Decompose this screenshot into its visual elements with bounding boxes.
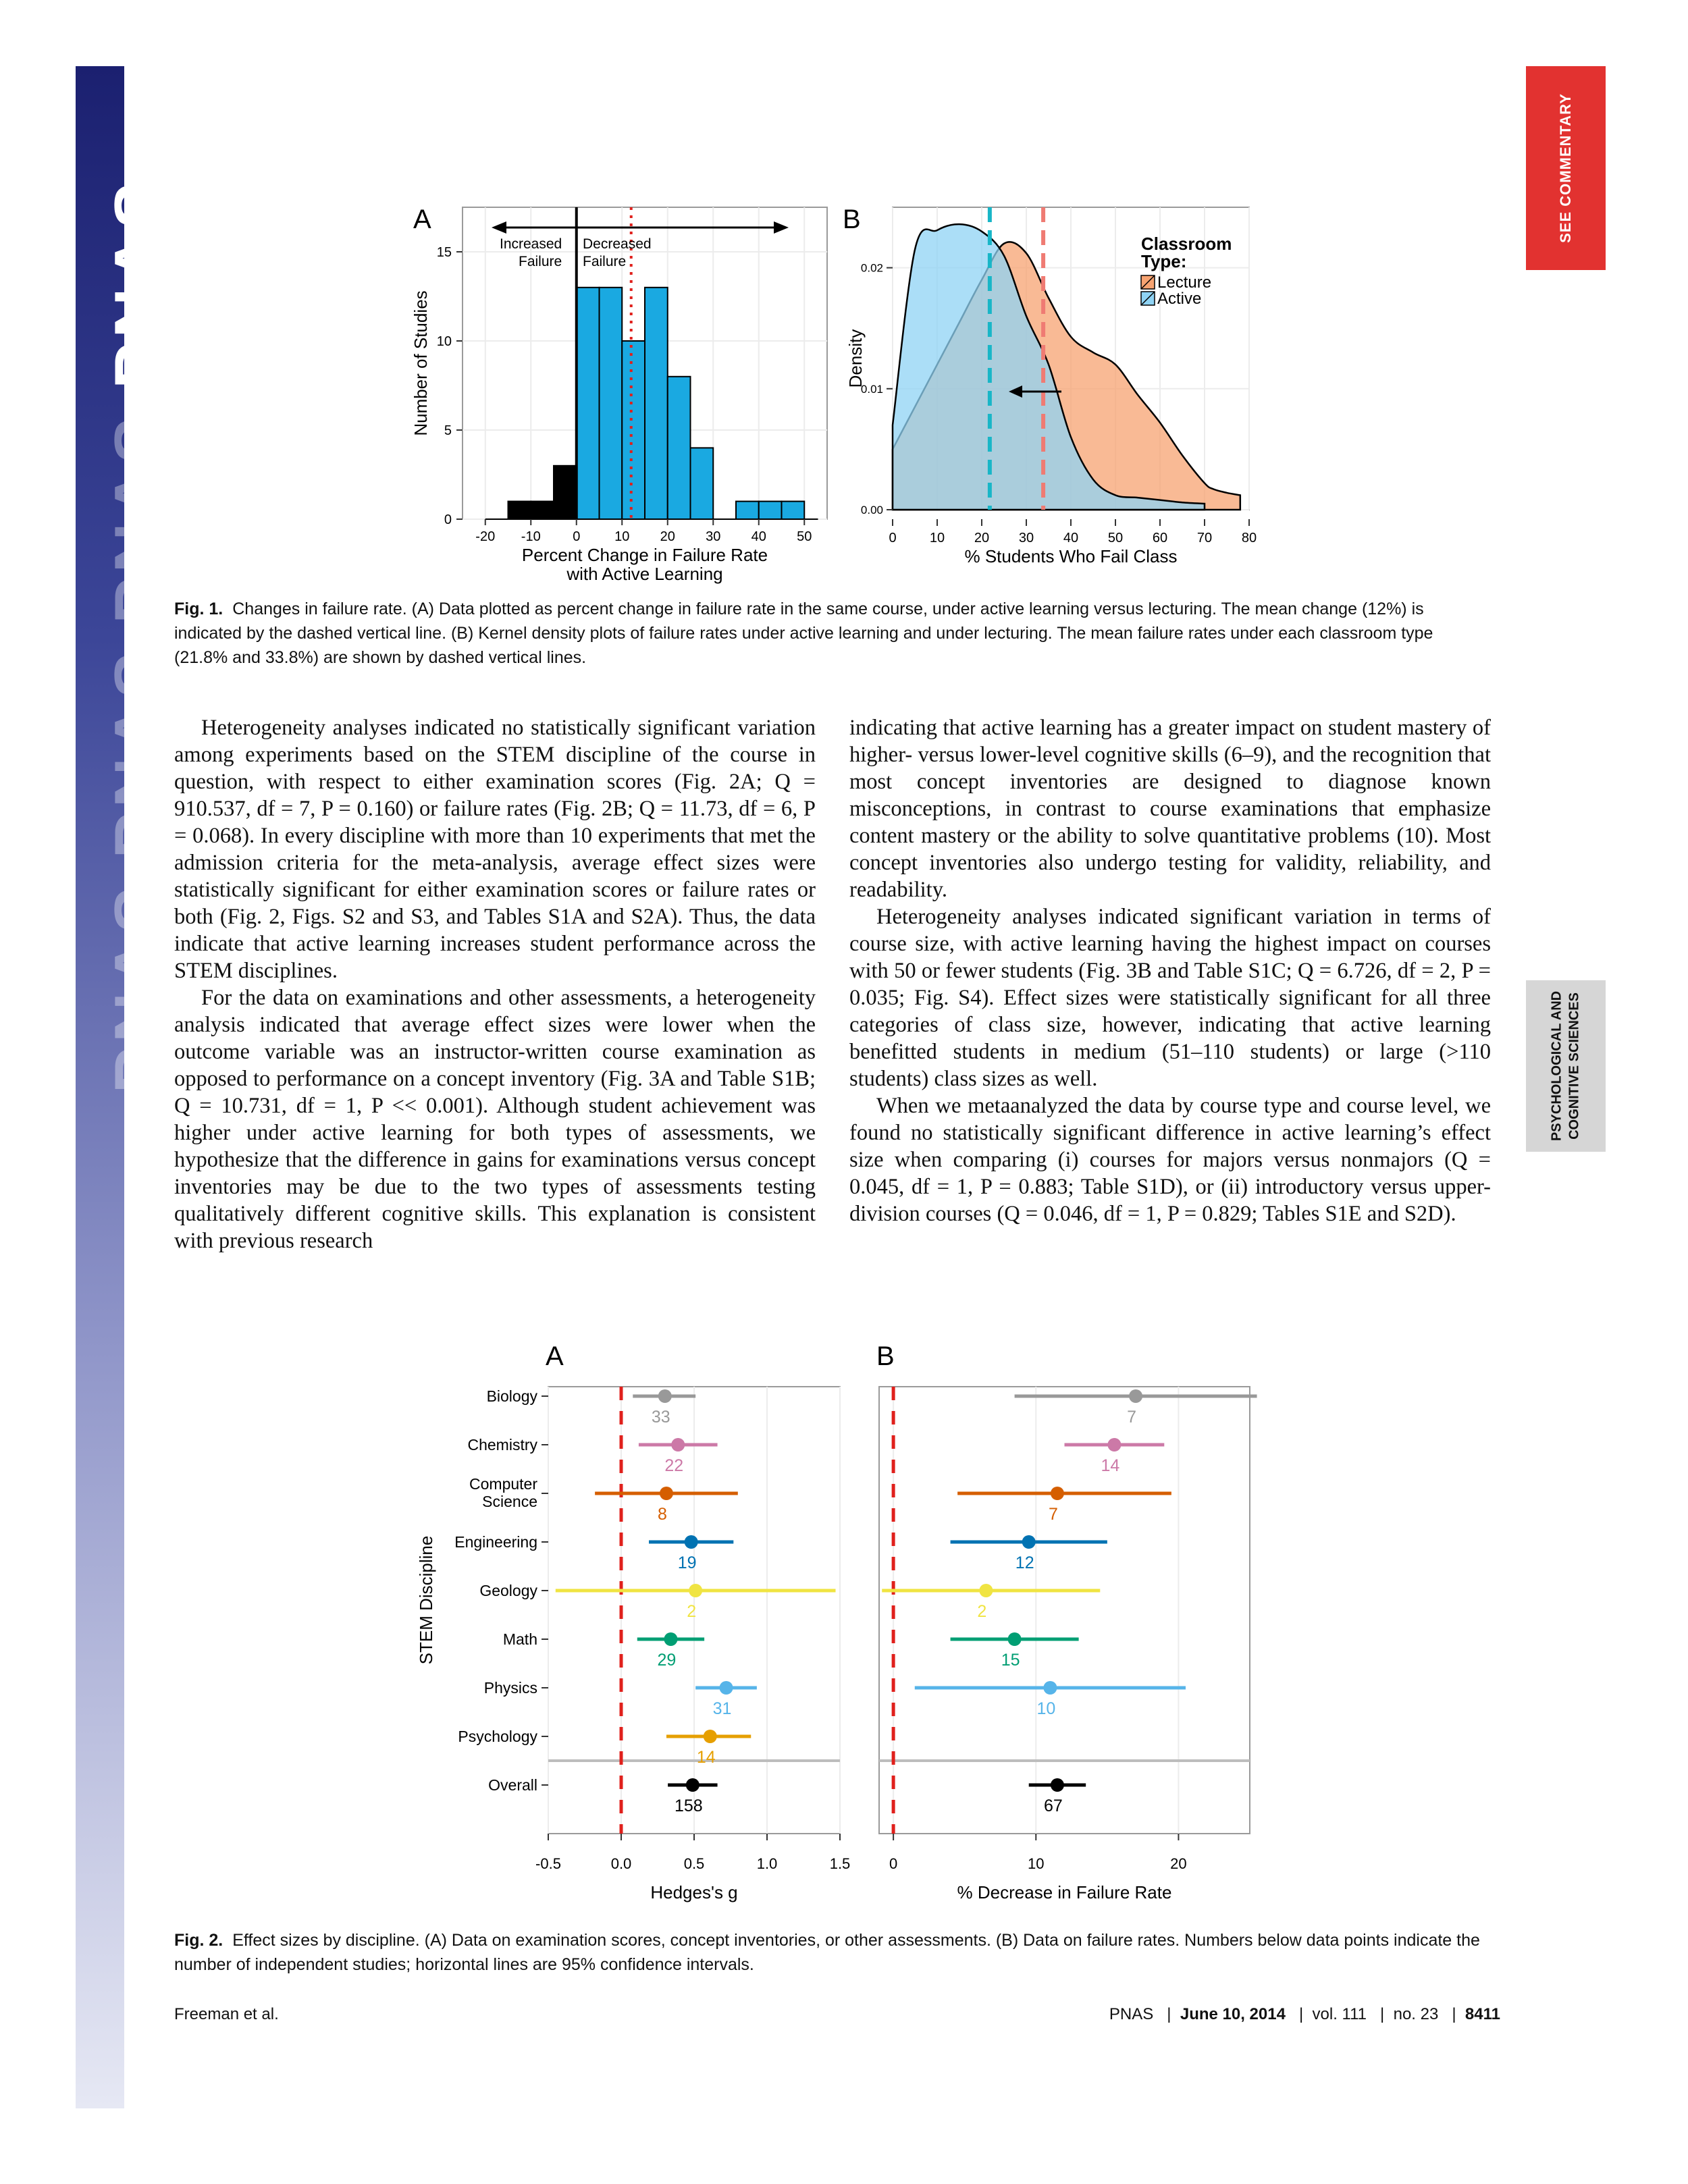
fig2b-point — [979, 1584, 993, 1597]
footer-volume: vol. 111 — [1312, 2005, 1367, 2023]
fig1a-bar — [782, 502, 805, 519]
fig1a-annotation-increased: Increased — [500, 236, 562, 252]
fig2a-axes — [535, 1834, 850, 1902]
fig2b-n-label: 67 — [1044, 1796, 1063, 1815]
fig2-caption-text: Effect sizes by discipline. (A) Data on examination scores, concept inventories, or other assessments. (B) Data on failure rates. Numbers below data points indicate the number of independent studies; horizontal lines are 95% confidence intervals. — [174, 1931, 1480, 1974]
fig1b-legend-label-active: Active — [1157, 290, 1202, 308]
fig1a-bar — [554, 466, 577, 519]
fig2b-n-label: 7 — [1048, 1505, 1058, 1524]
fig1b-x-tick-label: 20 — [974, 531, 990, 545]
fig2-panel-a-label: A — [546, 1341, 564, 1371]
fig1a-y-tick-label: 15 — [436, 245, 452, 260]
fig2b-n-label: 12 — [1015, 1553, 1034, 1572]
fig1b-legend-label-lecture: Lecture — [1157, 273, 1212, 292]
fig1a-bar — [668, 377, 691, 519]
fig2-category-label: Geology — [479, 1582, 537, 1599]
fig2-category-label: Psychology — [458, 1728, 537, 1745]
fig1b-x-tick-label: 70 — [1196, 531, 1213, 545]
fig1a-bar — [736, 502, 759, 519]
fig1a-x-tick-label: -20 — [475, 529, 496, 544]
fig1a-x-tick-label: 0 — [573, 529, 581, 544]
fig2b-axes — [889, 1834, 1187, 1902]
fig2a-point — [720, 1681, 733, 1695]
fig1b-x-axis-title: % Students Who Fail Class — [964, 546, 1178, 566]
fig2b-n-label: 7 — [1127, 1408, 1137, 1427]
body-left-paragraph-1: Heterogeneity analyses indicated no statistically significant variation among experiments based on the STEM discipline of the course in question, with respect to either examination scores (Fig. 2A; Q = 910.537, df = 7, P = 0.160) or failure rates (Fig. 2B; Q = 11.73, df = 6, P = 0.068). In every discipline with more than 10 experiments that met the admission criteria for the meta-analysis, average effect sizes were statistically significant for either examination scores or failure rates or both (Fig. 2, Figs. S2 and S3, and Tables S1A and S2A). Thus, the data indicate that active learning increases student performance across the STEM disciplines. — [174, 716, 816, 983]
fig1a-bar — [645, 288, 668, 519]
footer-date: June 10, 2014 — [1180, 2005, 1286, 2023]
fig2b-n-label: 14 — [1101, 1456, 1120, 1475]
fig2a-n-label: 8 — [658, 1505, 667, 1524]
fig2a-x-tick-label: 0.0 — [610, 1855, 632, 1872]
fig1a-annotation-failure-right: Failure — [583, 254, 627, 269]
fig1a-y-tick-label: 5 — [444, 423, 452, 438]
fig2b-n-label: 2 — [977, 1602, 987, 1621]
fig2-category-label: Computer — [469, 1475, 537, 1493]
fig1b-x-tick-label: 40 — [1063, 531, 1079, 545]
section-label-line1: PSYCHOLOGICAL AND — [1549, 990, 1564, 1142]
fig2-y-axis-title: STEM Discipline — [416, 1535, 436, 1665]
fig2a-n-label: 31 — [712, 1699, 732, 1718]
fig2-category-label: Chemistry — [467, 1436, 537, 1454]
fig2-category-label: Biology — [486, 1387, 537, 1405]
fig1a-x-axis-title-line2: with Active Learning — [566, 564, 723, 584]
fig2a-n-label: 29 — [657, 1651, 677, 1670]
fig2a-n-label: 158 — [674, 1796, 703, 1815]
fig2b-n-label: 10 — [1036, 1699, 1056, 1718]
fig1a-bar — [600, 288, 623, 519]
fig1a-x-tick-label: 30 — [706, 529, 721, 544]
fig1b-y-tick-label: 0.02 — [860, 261, 883, 275]
fig2a-x-tick-label: 0.5 — [683, 1855, 705, 1872]
fig2a-x-tick-label: -0.5 — [535, 1855, 561, 1872]
fig2a-point — [704, 1730, 717, 1743]
fig1a-bar — [577, 288, 600, 519]
fig1b-y-tick-label: 0.00 — [860, 504, 883, 516]
fig1a-y-tick-label: 10 — [436, 334, 452, 349]
fig2a-n-label: 33 — [651, 1408, 670, 1427]
fig1b-x-tick-label: 0 — [889, 531, 897, 545]
fig2a-forest-plot — [535, 1387, 850, 1902]
fig1a-histogram — [411, 207, 827, 584]
fig2a-n-label: 22 — [664, 1456, 684, 1475]
fig1b-x-tick-label: 30 — [1018, 531, 1034, 545]
fig1a-annotation-decreased: Decreased — [583, 236, 652, 252]
fig2a-x-axis-title: Hedges's g — [650, 1882, 738, 1902]
fig2b-point — [1022, 1535, 1036, 1549]
fig2a-n-label: 19 — [677, 1553, 697, 1572]
fig1a-y-tick-label: 0 — [444, 512, 452, 527]
section-label-line2: COGNITIVE SCIENCES — [1566, 992, 1582, 1140]
fig1-panel-b-label: B — [843, 205, 861, 234]
fig1b-density — [845, 207, 1257, 566]
fig2b-x-tick-label: 10 — [1028, 1855, 1045, 1872]
figure-2 — [0, 1323, 1688, 1931]
footer-issue: no. 23 — [1393, 2005, 1439, 2023]
footer-page: 8411 — [1465, 2005, 1500, 2023]
fig1b-x-tick-label: 60 — [1152, 531, 1168, 545]
fig2a-point — [658, 1389, 672, 1403]
pnas-faded-mark: PNAS PNAS PNAS — [101, 412, 179, 1094]
fig1b-legend-title: Classroom — [1141, 234, 1232, 254]
body-column-right — [849, 714, 1491, 1227]
fig2b-x-tick-label: 0 — [889, 1855, 898, 1872]
fig1-caption-text: Changes in failure rate. (A) Data plotted as percent change in failure rate in the same course, under active learning versus lecturing. The mean change (12%) is indicated by the dashed vertical line. (B) Kernel density plots of failure rates under active learning and under lecturing. The mean failure rates under each classroom type (21.8% and 33.8%) are shown by dashed vertical lines. — [174, 600, 1433, 667]
fig2a-point — [660, 1487, 673, 1500]
fig1-caption — [174, 597, 1491, 670]
fig2b-point — [1043, 1681, 1057, 1695]
fig1a-bar — [508, 502, 531, 519]
body-right-paragraph-1: indicating that active learning has a greater impact on student mastery of higher- versus lower-level cognitive skills (6–9), and the recognition that most concept inventories are designed to diagnose known misconceptions, in contrast to course examinations that emphasize content mastery or the ability to solve quantitative problems (10). Most concept inventories also undergo testing for validity, reliability, and readability. — [849, 716, 1491, 902]
fig1-panel-a-label: A — [413, 205, 431, 234]
fig2b-point — [1051, 1778, 1064, 1792]
fig1a-x-tick-label: 20 — [660, 529, 675, 544]
fig1b-x-tick-label: 80 — [1241, 531, 1257, 545]
fig1a-x-tick-label: -10 — [521, 529, 541, 544]
body-right-paragraph-2: Heterogeneity analyses indicated significant variation in terms of course size, with active learning having the highest impact on courses with 50 or fewer students (Fig. 3B and Table S1C; Q = 6.726, df = 2, P = 0.035; Fig. S4). Effect sizes were statistically significant for all three categories of class size, however, indicating that active learning benefitted students in medium (51–110 students) or large (>110 students) class sizes as well. — [849, 905, 1491, 1091]
fig1a-bar — [759, 502, 782, 519]
fig2-category-label: Overall — [488, 1776, 537, 1794]
footer-journal: PNAS — [1109, 2005, 1154, 2023]
body-left-paragraph-2: For the data on examinations and other assessments, a heterogeneity analysis indicated that average effect sizes were lower when the outcome variable was an instructor-written course examination as opposed to performance on a concept inventory (Fig. 3A and Table S1B; Q = 10.731, df = 1, P << 0.001). Although student achievement was higher under active learning for both types of assessments, we hypothesize that the difference in gains for examinations versus concept inventories may be due to the two types of assessments testing qualitatively different cognitive skills. This explanation is consistent with previous research — [174, 986, 816, 1253]
fig2-category-labels — [416, 1387, 548, 1794]
fig2-caption — [174, 1928, 1491, 1977]
body-right-paragraph-3: When we metaanalyzed the data by course type and course level, we found no statistically significant difference in active learning’s effect size when comparing (i) courses for majors versus nonmajors (Q = 0.045, df = 1, P = 0.883; Table S1D), or (ii) introductory versus upper-division courses (Q = 0.046, df = 1, P = 0.829; Tables S1E and S2D). — [849, 1094, 1491, 1226]
fig1a-x-tick-label: 40 — [751, 529, 766, 544]
fig2b-x-tick-label: 20 — [1170, 1855, 1187, 1872]
see-commentary-label: SEE COMMENTARY — [1557, 93, 1574, 243]
fig2a-point — [685, 1535, 698, 1549]
footer-authors: Freeman et al. — [174, 2005, 279, 2023]
fig2b-point — [1107, 1438, 1121, 1451]
fig1a-y-axis-title: Number of Studies — [411, 290, 431, 436]
fig2b-point — [1051, 1487, 1064, 1500]
fig1a-bar — [691, 448, 714, 519]
section-tab — [1526, 980, 1606, 1152]
fig1a-x-tick-label: 10 — [614, 529, 630, 544]
body-column-left — [174, 714, 816, 1254]
fig2a-n-label: 2 — [687, 1602, 697, 1621]
fig2b-n-label: 15 — [1001, 1651, 1020, 1670]
fig2a-point — [689, 1584, 702, 1597]
fig1a-annotation-failure-left: Failure — [519, 254, 562, 269]
fig1-caption-label: Fig. 1. — [174, 600, 223, 618]
fig1b-x-tick-label: 50 — [1107, 531, 1124, 545]
fig2b-point — [1008, 1632, 1022, 1646]
fig2a-x-tick-label: 1.5 — [829, 1855, 851, 1872]
fig2-caption-label: Fig. 2. — [174, 1931, 223, 1950]
fig2-category-label: Engineering — [454, 1533, 537, 1551]
fig2a-point — [671, 1438, 685, 1451]
fig2-category-label: Physics — [483, 1679, 537, 1697]
fig1b-y-axis-title: Density — [845, 329, 866, 388]
fig2b-forest-plot — [879, 1387, 1257, 1902]
fig2a-n-label: 14 — [696, 1748, 716, 1767]
fig1a-x-tick-label: 50 — [797, 529, 812, 544]
fig2-panel-b-label: B — [876, 1341, 895, 1371]
fig2b-x-axis-title: % Decrease in Failure Rate — [957, 1882, 1172, 1902]
fig2-category-label-line2: Science — [482, 1493, 537, 1510]
fig2a-x-tick-label: 1.0 — [756, 1855, 778, 1872]
fig1b-legend-title-line2: Type: — [1141, 251, 1187, 271]
fig1b-y-tick-label: 0.01 — [860, 382, 883, 396]
footer-citation: PNAS | June 10, 2014 | vol. 111 | no. 23 | 8411 — [1109, 2005, 1500, 2023]
fig1b-x-tick-label: 10 — [929, 531, 945, 545]
fig1a-bar — [622, 341, 645, 519]
fig2a-point — [664, 1632, 677, 1646]
fig2a-point — [686, 1778, 700, 1792]
fig2b-point — [1129, 1389, 1142, 1403]
fig1a-x-axis-title: Percent Change in Failure Rate — [521, 545, 768, 565]
figure-1 — [0, 0, 1688, 594]
pnas-logo: PNAS — [101, 178, 179, 390]
fig2-category-label: Math — [502, 1630, 537, 1648]
fig1a-bar — [531, 502, 554, 519]
